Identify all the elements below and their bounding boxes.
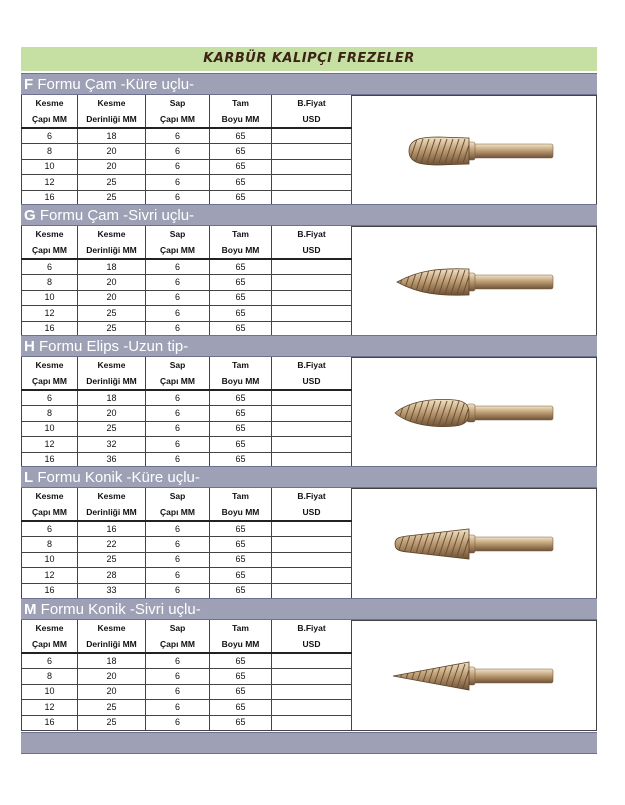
table-row [22,715,352,730]
table-row [22,175,352,190]
table-row [22,259,352,275]
table-cell: 16 [22,583,78,598]
table-cell: 6 [146,437,210,452]
section-header [21,466,597,488]
table-cell: 6 [146,653,210,669]
table-cell: 25 [78,175,146,190]
column-header: Kesme [22,620,78,636]
table-cell [272,653,352,669]
table-row [22,684,352,699]
table-cell [272,669,352,684]
table-cell [272,406,352,421]
column-header: Çapı MM [22,373,78,390]
spec-table [21,226,352,337]
table-cell: 6 [22,128,78,144]
table-cell: 10 [22,552,78,567]
table-cell [272,568,352,583]
column-header: Sap [146,620,210,636]
table-row [22,521,352,537]
section-title: Formu Konik -Sivri uçlu- [40,601,201,618]
section-h [21,335,597,468]
table-cell: 6 [22,653,78,669]
column-header: Derinliği MM [78,373,146,390]
table-cell [272,259,352,275]
table-row [22,583,352,598]
table-cell: 12 [22,437,78,452]
column-header: Boyu MM [210,373,272,390]
column-header: Kesme [22,95,78,111]
pointed-cone-burr-icon [389,658,559,694]
table-cell: 65 [210,452,272,467]
column-header: Çapı MM [22,111,78,128]
table-cell: 6 [146,321,210,336]
column-header: Tam [210,620,272,636]
table-cell [272,537,352,552]
section-letter: H [24,338,35,355]
table-cell: 20 [78,144,146,159]
table-cell: 65 [210,159,272,174]
table-cell: 6 [146,452,210,467]
table-cell: 65 [210,437,272,452]
section-body [21,95,597,206]
column-header: Tam [210,226,272,242]
section-body [21,620,597,731]
spec-table [21,488,352,599]
column-header: Kesme [78,357,146,373]
section-header [21,598,597,620]
table-row [22,653,352,669]
table-row [22,390,352,406]
column-header: Çapı MM [146,373,210,390]
column-header: Sap [146,488,210,504]
table-row [22,421,352,436]
column-header: Çapı MM [22,504,78,521]
section-letter: F [24,76,34,93]
column-header: Çapı MM [146,111,210,128]
column-header: Çapı MM [146,504,210,521]
table-cell: 33 [78,583,146,598]
table-cell: 65 [210,275,272,290]
table-row [22,406,352,421]
column-header: Derinliği MM [78,636,146,653]
table-cell [272,684,352,699]
table-cell: 16 [22,190,78,205]
table-cell: 16 [78,521,146,537]
table-cell: 18 [78,390,146,406]
table-cell: 22 [78,537,146,552]
table-cell: 65 [210,568,272,583]
column-header: Tam [210,95,272,111]
table-cell [272,715,352,730]
table-row [22,537,352,552]
table-cell: 65 [210,521,272,537]
table-cell: 20 [78,669,146,684]
column-header: Çapı MM [146,242,210,259]
table-cell: 65 [210,715,272,730]
table-cell: 6 [146,290,210,305]
table-cell [272,159,352,174]
column-header: B.Fiyat [272,620,352,636]
table-cell: 28 [78,568,146,583]
table-cell: 6 [146,700,210,715]
column-header: Çapı MM [146,636,210,653]
table-cell: 18 [78,259,146,275]
table-row [22,144,352,159]
column-header: Boyu MM [210,636,272,653]
section-f [21,73,597,206]
table-cell: 8 [22,669,78,684]
table-row [22,159,352,174]
table-cell [272,521,352,537]
table-cell: 65 [210,390,272,406]
column-header: Kesme [78,620,146,636]
column-header: USD [272,373,352,390]
column-header: B.Fiyat [272,95,352,111]
table-row [22,437,352,452]
column-header: USD [272,504,352,521]
table-row [22,669,352,684]
table-cell: 6 [146,259,210,275]
column-header: Kesme [22,488,78,504]
table-cell: 32 [78,437,146,452]
column-header: Derinliği MM [78,111,146,128]
column-header: Tam [210,488,272,504]
table-cell: 65 [210,700,272,715]
table-cell: 65 [210,306,272,321]
flame-burr-icon [389,395,559,431]
table-cell: 65 [210,537,272,552]
table-cell: 16 [22,321,78,336]
section-l [21,466,597,599]
column-header: Tam [210,357,272,373]
table-cell: 6 [22,259,78,275]
table-cell: 65 [210,653,272,669]
table-cell: 6 [146,583,210,598]
table-cell: 6 [22,521,78,537]
table-cell: 10 [22,421,78,436]
table-cell: 6 [146,175,210,190]
table-cell: 8 [22,275,78,290]
table-cell: 6 [146,669,210,684]
table-cell: 18 [78,653,146,669]
table-cell: 65 [210,128,272,144]
table-cell: 6 [146,159,210,174]
table-cell: 25 [78,421,146,436]
product-image-cell [352,488,597,599]
section-header [21,73,597,95]
table-cell: 20 [78,406,146,421]
table-cell: 65 [210,552,272,567]
table-cell: 8 [22,537,78,552]
column-header: Kesme [22,226,78,242]
column-header: Boyu MM [210,242,272,259]
section-header [21,204,597,226]
table-cell: 65 [210,421,272,436]
table-cell [272,306,352,321]
table-cell: 6 [146,684,210,699]
table-row [22,306,352,321]
ball-nose-tree-burr-icon [389,133,559,169]
table-cell: 6 [146,390,210,406]
table-cell: 10 [22,684,78,699]
column-header: Sap [146,95,210,111]
column-header: Boyu MM [210,504,272,521]
section-letter: L [24,469,34,486]
ball-nose-cone-burr-icon [389,526,559,562]
column-header: B.Fiyat [272,226,352,242]
column-header: Kesme [22,357,78,373]
table-cell: 6 [146,552,210,567]
column-header: Çapı MM [22,636,78,653]
table-cell: 12 [22,175,78,190]
product-image-cell [352,226,597,337]
table-row [22,290,352,305]
table-cell: 25 [78,306,146,321]
table-cell: 20 [78,684,146,699]
column-header: Kesme [78,488,146,504]
table-cell: 6 [146,306,210,321]
table-cell: 65 [210,583,272,598]
section-title: Formu Çam -Küre uçlu- [37,76,195,93]
page-title: KARBÜR KALIPÇI FREZELER [21,47,597,71]
section-title: Formu Çam -Sivri uçlu- [39,207,195,224]
table-cell: 12 [22,700,78,715]
section-body [21,488,597,599]
table-cell: 6 [146,715,210,730]
table-row [22,700,352,715]
table-cell: 6 [146,128,210,144]
section-title: Formu Konik -Küre uçlu- [37,469,200,486]
column-header: Çapı MM [22,242,78,259]
column-header: Derinliği MM [78,504,146,521]
table-cell: 12 [22,568,78,583]
section-header [21,335,597,357]
table-cell: 6 [146,190,210,205]
table-cell: 6 [22,390,78,406]
table-cell [272,437,352,452]
table-cell: 6 [146,144,210,159]
column-header: USD [272,636,352,653]
table-cell: 16 [22,715,78,730]
table-cell: 6 [146,406,210,421]
column-header: Sap [146,357,210,373]
table-cell: 6 [146,421,210,436]
table-cell: 8 [22,144,78,159]
column-header: Derinliği MM [78,242,146,259]
product-image-cell [352,357,597,468]
table-cell: 65 [210,175,272,190]
spec-table [21,95,352,206]
table-cell [272,275,352,290]
column-header: B.Fiyat [272,488,352,504]
table-cell: 36 [78,452,146,467]
table-cell: 65 [210,190,272,205]
table-cell: 25 [78,700,146,715]
table-cell: 65 [210,406,272,421]
spec-table [21,357,352,468]
table-cell: 65 [210,144,272,159]
table-cell: 20 [78,159,146,174]
table-row [22,128,352,144]
spec-table [21,620,352,731]
column-header: Sap [146,226,210,242]
section-m [21,598,597,731]
table-cell [272,552,352,567]
column-header: USD [272,111,352,128]
table-cell: 6 [146,537,210,552]
column-header: B.Fiyat [272,357,352,373]
table-cell: 18 [78,128,146,144]
table-cell: 65 [210,321,272,336]
product-image-cell [352,95,597,206]
section-letter: M [24,601,37,618]
table-cell: 10 [22,159,78,174]
section-g [21,204,597,337]
table-row [22,275,352,290]
table-cell: 10 [22,290,78,305]
table-cell [272,421,352,436]
table-cell: 16 [22,452,78,467]
table-cell [272,700,352,715]
column-header: Kesme [78,95,146,111]
column-header: USD [272,242,352,259]
table-cell [272,290,352,305]
section-title: Formu Elips -Uzun tip- [39,338,189,355]
table-cell: 8 [22,406,78,421]
section-body [21,357,597,468]
table-cell: 25 [78,321,146,336]
table-cell [272,128,352,144]
pointed-tree-burr-icon [389,264,559,300]
table-cell: 25 [78,552,146,567]
table-cell [272,390,352,406]
table-cell: 65 [210,290,272,305]
footer-bar [21,732,597,754]
table-cell [272,583,352,598]
section-body [21,226,597,337]
column-header: Boyu MM [210,111,272,128]
table-cell: 20 [78,275,146,290]
table-cell: 65 [210,259,272,275]
table-cell: 20 [78,290,146,305]
table-cell: 25 [78,715,146,730]
table-cell [272,175,352,190]
table-cell: 6 [146,568,210,583]
table-row [22,568,352,583]
table-cell: 12 [22,306,78,321]
table-cell: 6 [146,275,210,290]
section-letter: G [24,207,36,224]
table-cell: 25 [78,190,146,205]
table-cell [272,144,352,159]
column-header: Kesme [78,226,146,242]
table-cell: 6 [146,521,210,537]
table-cell: 65 [210,669,272,684]
table-row [22,552,352,567]
table-cell: 65 [210,684,272,699]
product-image-cell [352,620,597,731]
